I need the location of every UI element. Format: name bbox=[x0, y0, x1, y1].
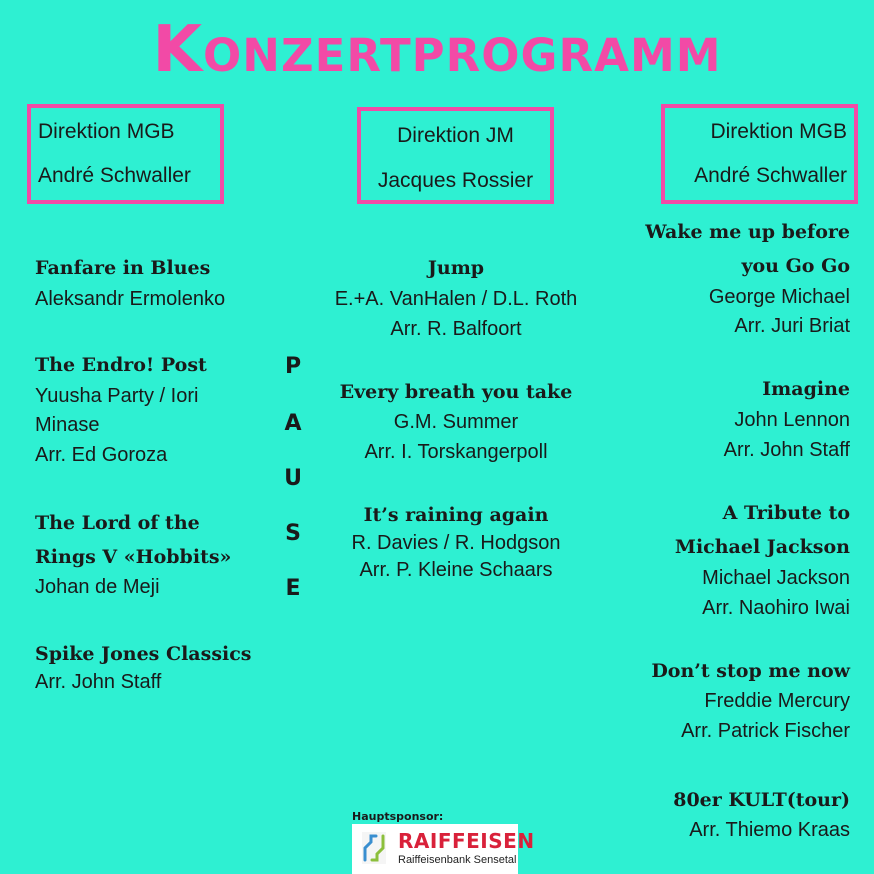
pause-letter: P bbox=[284, 354, 302, 379]
piece-credit: Arr. R. Balfoort bbox=[390, 318, 522, 340]
direction-label: Direktion MGB bbox=[38, 120, 175, 143]
piece-title: Every breath you take bbox=[339, 381, 573, 403]
piece-credit: G.M. Summer bbox=[393, 411, 519, 433]
direction-label: Direktion MGB bbox=[710, 120, 847, 143]
pause-letter: E bbox=[285, 576, 301, 601]
piece-credit: Arr. Thiemo Kraas bbox=[689, 819, 850, 841]
page-title: Konzertprogramm bbox=[152, 13, 722, 87]
direction-label: Direktion JM bbox=[397, 124, 514, 147]
piece-credit: George Michael bbox=[708, 286, 850, 308]
piece-title: Don’t stop me now bbox=[651, 660, 850, 682]
piece-title: A Tribute to bbox=[722, 502, 850, 524]
pause-letter: U bbox=[284, 466, 302, 491]
direction-box-right bbox=[661, 104, 858, 204]
piece-credit: Arr. John Staff bbox=[35, 671, 162, 693]
sponsor-name: RAIFFEISEN bbox=[398, 829, 535, 853]
piece-title: Spike Jones Classics bbox=[35, 643, 252, 665]
piece-title: you Go Go bbox=[741, 255, 850, 277]
piece-title: The Endro! Post bbox=[35, 354, 207, 376]
piece-title: It’s raining again bbox=[363, 504, 549, 526]
piece-title: Jump bbox=[427, 257, 485, 279]
piece-credit: Arr. Naohiro Iwai bbox=[702, 597, 850, 619]
piece-credit: Arr. Patrick Fischer bbox=[681, 720, 850, 742]
piece-title: Rings V «Hobbits» bbox=[35, 546, 232, 568]
sponsor-subtitle: Raiffeisenbank Sensetal bbox=[398, 854, 517, 866]
piece-title: Fanfare in Blues bbox=[35, 257, 211, 279]
piece-credit: Arr. Ed Goroza bbox=[35, 444, 168, 466]
piece-credit: Arr. I. Torskangerpoll bbox=[364, 441, 548, 463]
piece-title: The Lord of the bbox=[35, 512, 200, 534]
pause-letter: S bbox=[285, 521, 301, 546]
piece-credit: John Lennon bbox=[734, 409, 850, 431]
piece-credit: R. Davies / R. Hodgson bbox=[351, 532, 561, 554]
piece-credit: Michael Jackson bbox=[702, 567, 850, 589]
sponsor-logo bbox=[352, 824, 535, 874]
piece-credit: Minase bbox=[35, 414, 100, 436]
piece-credit: Aleksandr Ermolenko bbox=[35, 288, 226, 310]
piece-title: Imagine bbox=[762, 378, 850, 400]
piece-title: 80er KULT(tour) bbox=[673, 789, 850, 811]
piece-credit: Johan de Meji bbox=[35, 576, 160, 598]
direction-box-left bbox=[27, 104, 224, 204]
piece-credit: Yuusha Party / Iori bbox=[35, 385, 199, 407]
sponsor-label: Hauptsponsor: bbox=[352, 810, 444, 823]
conductor-name: André Schwaller bbox=[694, 164, 847, 187]
direction-box-middle bbox=[357, 107, 554, 204]
piece-credit: Arr. P. Kleine Schaars bbox=[359, 559, 553, 581]
piece-credit: Arr. John Staff bbox=[723, 439, 850, 461]
pause-letter: A bbox=[284, 411, 302, 436]
piece-credit: Arr. Juri Briat bbox=[734, 315, 850, 337]
piece-credit: E.+A. VanHalen / D.L. Roth bbox=[334, 288, 578, 310]
piece-credit: Freddie Mercury bbox=[704, 690, 850, 712]
conductor-name: Jacques Rossier bbox=[377, 169, 534, 192]
raiffeisen-logo-icon bbox=[362, 832, 386, 864]
piece-title: Michael Jackson bbox=[674, 536, 850, 558]
conductor-name: André Schwaller bbox=[38, 164, 191, 187]
piece-title: Wake me up before bbox=[645, 221, 850, 243]
